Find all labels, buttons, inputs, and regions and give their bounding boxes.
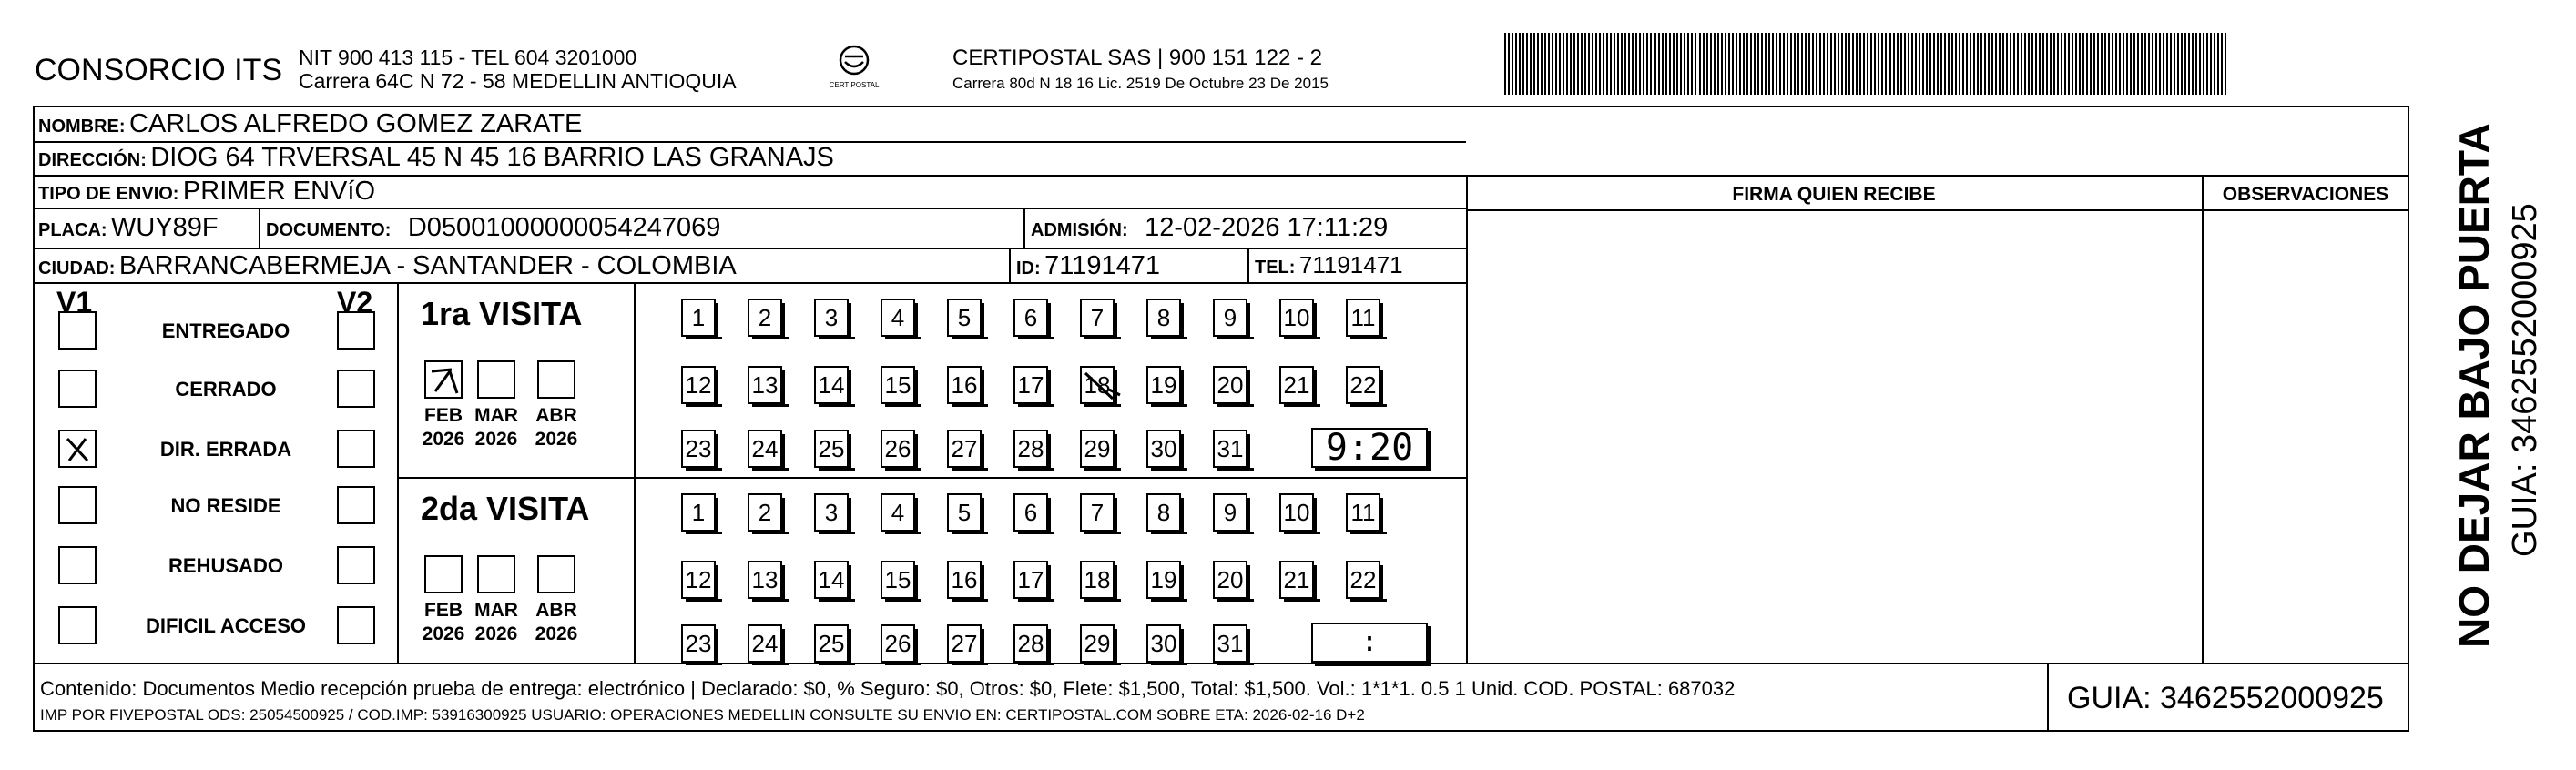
day-number: 19 <box>1150 371 1177 399</box>
status-label: DIR. ERRADA <box>159 438 292 461</box>
day-box[interactable] <box>881 299 915 337</box>
day-box[interactable] <box>1146 624 1181 663</box>
day-box[interactable] <box>947 430 982 468</box>
day-number: 6 <box>1023 499 1038 526</box>
day-box[interactable] <box>1013 624 1048 663</box>
day-box[interactable] <box>1080 624 1115 663</box>
day-box[interactable] <box>681 299 716 337</box>
day-number: 29 <box>1084 435 1111 462</box>
day-box[interactable] <box>1213 624 1247 663</box>
month-checkbox[interactable] <box>477 360 515 399</box>
day-number: 2 <box>758 304 772 331</box>
day-box[interactable] <box>681 366 716 404</box>
visit-title: 2da VISITA <box>421 490 590 527</box>
month-name: ABR <box>535 405 577 426</box>
day-box[interactable] <box>814 299 849 337</box>
v1-checkbox[interactable] <box>58 486 97 524</box>
certipostal-address: Carrera 80d N 18 16 Lic. 2519 De Octubre 23 De 2015 <box>952 75 1329 92</box>
day-box[interactable] <box>1213 493 1247 532</box>
v1-checkbox[interactable] <box>58 311 97 350</box>
day-number: 16 <box>951 371 978 399</box>
day-box[interactable] <box>1080 561 1115 599</box>
day-number: 19 <box>1150 566 1177 593</box>
certipostal-logo <box>827 42 881 93</box>
month-label <box>469 404 524 451</box>
day-box[interactable] <box>748 561 782 599</box>
visit-time: 9:20 <box>1325 427 1414 469</box>
day-number: 4 <box>891 304 905 331</box>
day-box[interactable] <box>748 366 782 404</box>
month-year: 2026 <box>535 429 578 450</box>
day-box[interactable] <box>814 366 849 404</box>
day-box[interactable] <box>1013 299 1048 337</box>
day-number: 26 <box>884 435 911 462</box>
day-box[interactable] <box>1013 366 1048 404</box>
month-year: 2026 <box>535 623 578 644</box>
day-number: 15 <box>884 371 911 399</box>
id-row <box>1016 251 1160 281</box>
day-number: 5 <box>957 304 972 331</box>
month-label <box>529 404 584 451</box>
day-check-mark <box>1082 368 1122 413</box>
day-number: 5 <box>957 499 972 526</box>
day-box[interactable] <box>947 493 982 532</box>
v2-checkbox[interactable] <box>337 311 375 350</box>
month-name: FEB <box>424 405 463 426</box>
month-checkbox[interactable] <box>477 555 515 593</box>
day-box[interactable] <box>881 561 915 599</box>
day-number: 18 <box>1084 371 1111 399</box>
direccion-label: DIRECCIÓN: <box>38 150 147 170</box>
month-label <box>529 599 584 646</box>
v1-label: V1 <box>56 286 93 319</box>
day-number: 13 <box>751 371 779 399</box>
day-number: 10 <box>1283 304 1310 331</box>
day-number: 10 <box>1283 499 1310 526</box>
status-label: CERRADO <box>175 378 277 400</box>
day-number: 22 <box>1349 371 1377 399</box>
day-number: 17 <box>1017 371 1044 399</box>
certipostal-line: CERTIPOSTAL SAS | 900 151 122 - 2 <box>952 46 1322 70</box>
month-name: MAR <box>474 600 518 621</box>
day-number: 11 <box>1350 304 1376 331</box>
admision-row <box>1031 213 1388 243</box>
v2-checkbox[interactable] <box>337 370 375 408</box>
company-address: Carrera 64C N 72 - 58 MEDELLIN ANTIOQUIA <box>299 69 737 93</box>
side-guia: GUIA: 3462552000925 <box>2506 203 2544 557</box>
v2-checkbox[interactable] <box>337 486 375 524</box>
day-box[interactable] <box>681 430 716 468</box>
admision-label: ADMISIÓN: <box>1031 220 1128 240</box>
day-number: 28 <box>1017 435 1044 462</box>
day-number: 23 <box>685 630 712 657</box>
day-box[interactable] <box>1346 561 1380 599</box>
direccion-row <box>38 143 834 173</box>
day-number: 31 <box>1217 435 1244 462</box>
day-box[interactable] <box>1279 366 1314 404</box>
nombre-label: NOMBRE: <box>38 117 126 137</box>
day-number: 9 <box>1223 304 1237 331</box>
day-number: 22 <box>1349 566 1377 593</box>
day-box[interactable] <box>1080 366 1115 404</box>
day-number: 8 <box>1156 499 1171 526</box>
month-year: 2026 <box>422 429 465 450</box>
direccion-value: DIOG 64 TRVERSAL 45 N 45 16 BARRIO LAS GRANAJS <box>150 143 834 172</box>
day-box[interactable] <box>748 493 782 532</box>
nombre-row <box>38 109 582 139</box>
day-box[interactable] <box>748 299 782 337</box>
day-number: 8 <box>1156 304 1171 331</box>
day-box[interactable] <box>1146 493 1181 532</box>
day-number: 25 <box>818 630 845 657</box>
status-label: DIFICIL ACCESO <box>145 614 306 637</box>
day-box[interactable] <box>1213 299 1247 337</box>
day-box[interactable] <box>748 624 782 663</box>
day-number: 12 <box>685 371 712 399</box>
placa-label: PLACA: <box>38 220 107 240</box>
day-number: 31 <box>1217 630 1244 657</box>
footer-imp: IMP POR FIVEPOSTAL ODS: 25054500925 / COD.IMP: 53916300925 USUARIO: OPERACIONES MEDELLIN CONSULTE SU ENVIO EN: CERTIPOSTAL.COM SOBRE ETA: 2026-02-16 D+2 <box>40 706 1365 724</box>
day-box[interactable] <box>1146 561 1181 599</box>
logo-text: CERTIPOSTAL <box>829 81 880 89</box>
day-box[interactable] <box>1346 493 1380 532</box>
firma-header: FIRMA QUIEN RECIBE <box>1732 184 1936 205</box>
day-box[interactable] <box>947 299 982 337</box>
placa-value: WUY89F <box>111 213 219 242</box>
day-number: 13 <box>751 566 779 593</box>
day-box[interactable] <box>814 561 849 599</box>
v1-checkbox[interactable] <box>58 370 97 408</box>
month-checkbox[interactable] <box>537 555 575 593</box>
day-box[interactable] <box>681 561 716 599</box>
visit-title: 1ra VISITA <box>421 295 583 332</box>
day-number: 17 <box>1017 566 1044 593</box>
month-checkbox[interactable] <box>424 555 463 593</box>
v2-label: V2 <box>337 286 373 319</box>
observaciones-header: OBSERVACIONES <box>2222 184 2389 205</box>
tipo-row <box>38 177 375 207</box>
day-number: 1 <box>691 304 706 331</box>
day-number: 27 <box>951 630 978 657</box>
day-box[interactable] <box>1013 430 1048 468</box>
day-box[interactable] <box>881 430 915 468</box>
day-number: 7 <box>1090 304 1105 331</box>
no-dejar-text: NO DEJAR BAJO PUERTA <box>2450 123 2498 648</box>
day-box[interactable] <box>681 493 716 532</box>
month-year: 2026 <box>474 429 518 450</box>
nombre-value: CARLOS ALFREDO GOMEZ ZARATE <box>129 109 583 138</box>
day-number: 12 <box>685 566 712 593</box>
tipo-label: TIPO DE ENVIO: <box>38 184 179 204</box>
documento-value: D05001000000054247069 <box>407 213 721 242</box>
tel-label: TEL: <box>1255 258 1296 278</box>
day-number: 2 <box>758 499 772 526</box>
day-box[interactable] <box>1213 366 1247 404</box>
day-number: 30 <box>1150 630 1177 657</box>
day-number: 23 <box>685 435 712 462</box>
tipo-value: PRIMER ENVíO <box>182 177 376 206</box>
placa-row <box>38 213 219 243</box>
month-label <box>416 404 471 451</box>
id-value: 71191471 <box>1044 251 1160 280</box>
day-number: 14 <box>818 371 845 399</box>
barcode <box>1504 33 2227 95</box>
day-box[interactable] <box>881 624 915 663</box>
documento-label: DOCUMENTO: <box>266 220 392 240</box>
day-number: 20 <box>1217 371 1244 399</box>
visit-time: : <box>1360 626 1379 658</box>
status-label: NO RESIDE <box>170 494 281 517</box>
nit-line: NIT 900 413 115 - TEL 604 3201000 <box>299 46 637 69</box>
day-number: 3 <box>824 499 839 526</box>
day-number: 7 <box>1090 499 1105 526</box>
month-name: MAR <box>474 405 518 426</box>
day-number: 1 <box>691 499 706 526</box>
tel-value: 71191471 <box>1298 251 1403 279</box>
visit-time-box[interactable] <box>1311 623 1428 663</box>
day-number: 28 <box>1017 630 1044 657</box>
day-number: 27 <box>951 435 978 462</box>
day-box[interactable] <box>814 493 849 532</box>
id-label: ID: <box>1016 258 1041 279</box>
day-box[interactable] <box>814 624 849 663</box>
day-box[interactable] <box>1013 493 1048 532</box>
v1-checkbox[interactable] <box>58 430 97 468</box>
day-box[interactable] <box>947 624 982 663</box>
day-box[interactable] <box>1013 561 1048 599</box>
day-number: 26 <box>884 630 911 657</box>
ciudad-row <box>38 251 737 281</box>
day-number: 16 <box>951 566 978 593</box>
day-box[interactable] <box>1080 299 1115 337</box>
status-label: REHUSADO <box>168 554 283 577</box>
day-number: 14 <box>818 566 845 593</box>
day-number: 25 <box>818 435 845 462</box>
day-number: 20 <box>1217 566 1244 593</box>
month-checkbox[interactable] <box>424 360 463 399</box>
company-name: CONSORCIO ITS <box>35 53 283 87</box>
footer-contenido: Contenido: Documentos Medio recepción prueba de entrega: electrónico | Declarado: $0, % Seguro: $0, Otros: $0, Flete: $1,500, Total: $1,500. Vol.: 1*1*1. 0.5 1 Unid. COD. POSTAL: 687032 <box>40 677 1736 700</box>
day-box[interactable] <box>947 561 982 599</box>
visit-time-box[interactable] <box>1311 428 1428 468</box>
tel-row <box>1255 251 1403 279</box>
day-number: 21 <box>1283 566 1310 593</box>
day-box[interactable] <box>1279 299 1314 337</box>
day-number: 3 <box>824 304 839 331</box>
day-box[interactable] <box>947 366 982 404</box>
v1-checkbox[interactable] <box>58 546 97 584</box>
month-name: ABR <box>535 600 577 621</box>
v2-checkbox[interactable] <box>337 430 375 468</box>
day-box[interactable] <box>1213 430 1247 468</box>
month-year: 2026 <box>422 623 465 644</box>
month-checkbox[interactable] <box>537 360 575 399</box>
month-label <box>416 599 471 646</box>
day-number: 15 <box>884 566 911 593</box>
v2-checkbox[interactable] <box>337 546 375 584</box>
day-number: 29 <box>1084 630 1111 657</box>
month-name: FEB <box>424 600 463 621</box>
day-box[interactable] <box>1080 493 1115 532</box>
day-box[interactable] <box>1279 561 1314 599</box>
day-box[interactable] <box>1146 366 1181 404</box>
day-box[interactable] <box>1346 366 1380 404</box>
day-box[interactable] <box>1146 299 1181 337</box>
admision-value: 12-02-2026 17:11:29 <box>1145 213 1389 242</box>
day-box[interactable] <box>748 430 782 468</box>
day-number: 6 <box>1023 304 1038 331</box>
day-box[interactable] <box>881 493 915 532</box>
month-year: 2026 <box>474 623 518 644</box>
day-box[interactable] <box>681 624 716 663</box>
footer-guia: GUIA: 3462552000925 <box>2067 681 2384 715</box>
day-number: 11 <box>1350 499 1376 526</box>
ciudad-value: BARRANCABERMEJA - SANTANDER - COLOMBIA <box>118 251 737 280</box>
day-number: 30 <box>1150 435 1177 462</box>
day-box[interactable] <box>1346 299 1380 337</box>
day-number: 4 <box>891 499 905 526</box>
day-box[interactable] <box>1146 430 1181 468</box>
day-number: 24 <box>751 630 779 657</box>
day-number: 9 <box>1223 499 1237 526</box>
ciudad-label: CIUDAD: <box>38 258 116 279</box>
day-box[interactable] <box>814 430 849 468</box>
v1-checkbox[interactable] <box>58 606 97 644</box>
day-box[interactable] <box>1080 430 1115 468</box>
day-number: 18 <box>1084 566 1111 593</box>
day-number: 24 <box>751 435 779 462</box>
day-box[interactable] <box>881 366 915 404</box>
v2-checkbox[interactable] <box>337 606 375 644</box>
status-label: ENTREGADO <box>161 319 290 342</box>
day-box[interactable] <box>1279 493 1314 532</box>
month-label <box>469 599 524 646</box>
documento-row <box>266 213 720 243</box>
day-box[interactable] <box>1213 561 1247 599</box>
day-number: 21 <box>1283 371 1310 399</box>
